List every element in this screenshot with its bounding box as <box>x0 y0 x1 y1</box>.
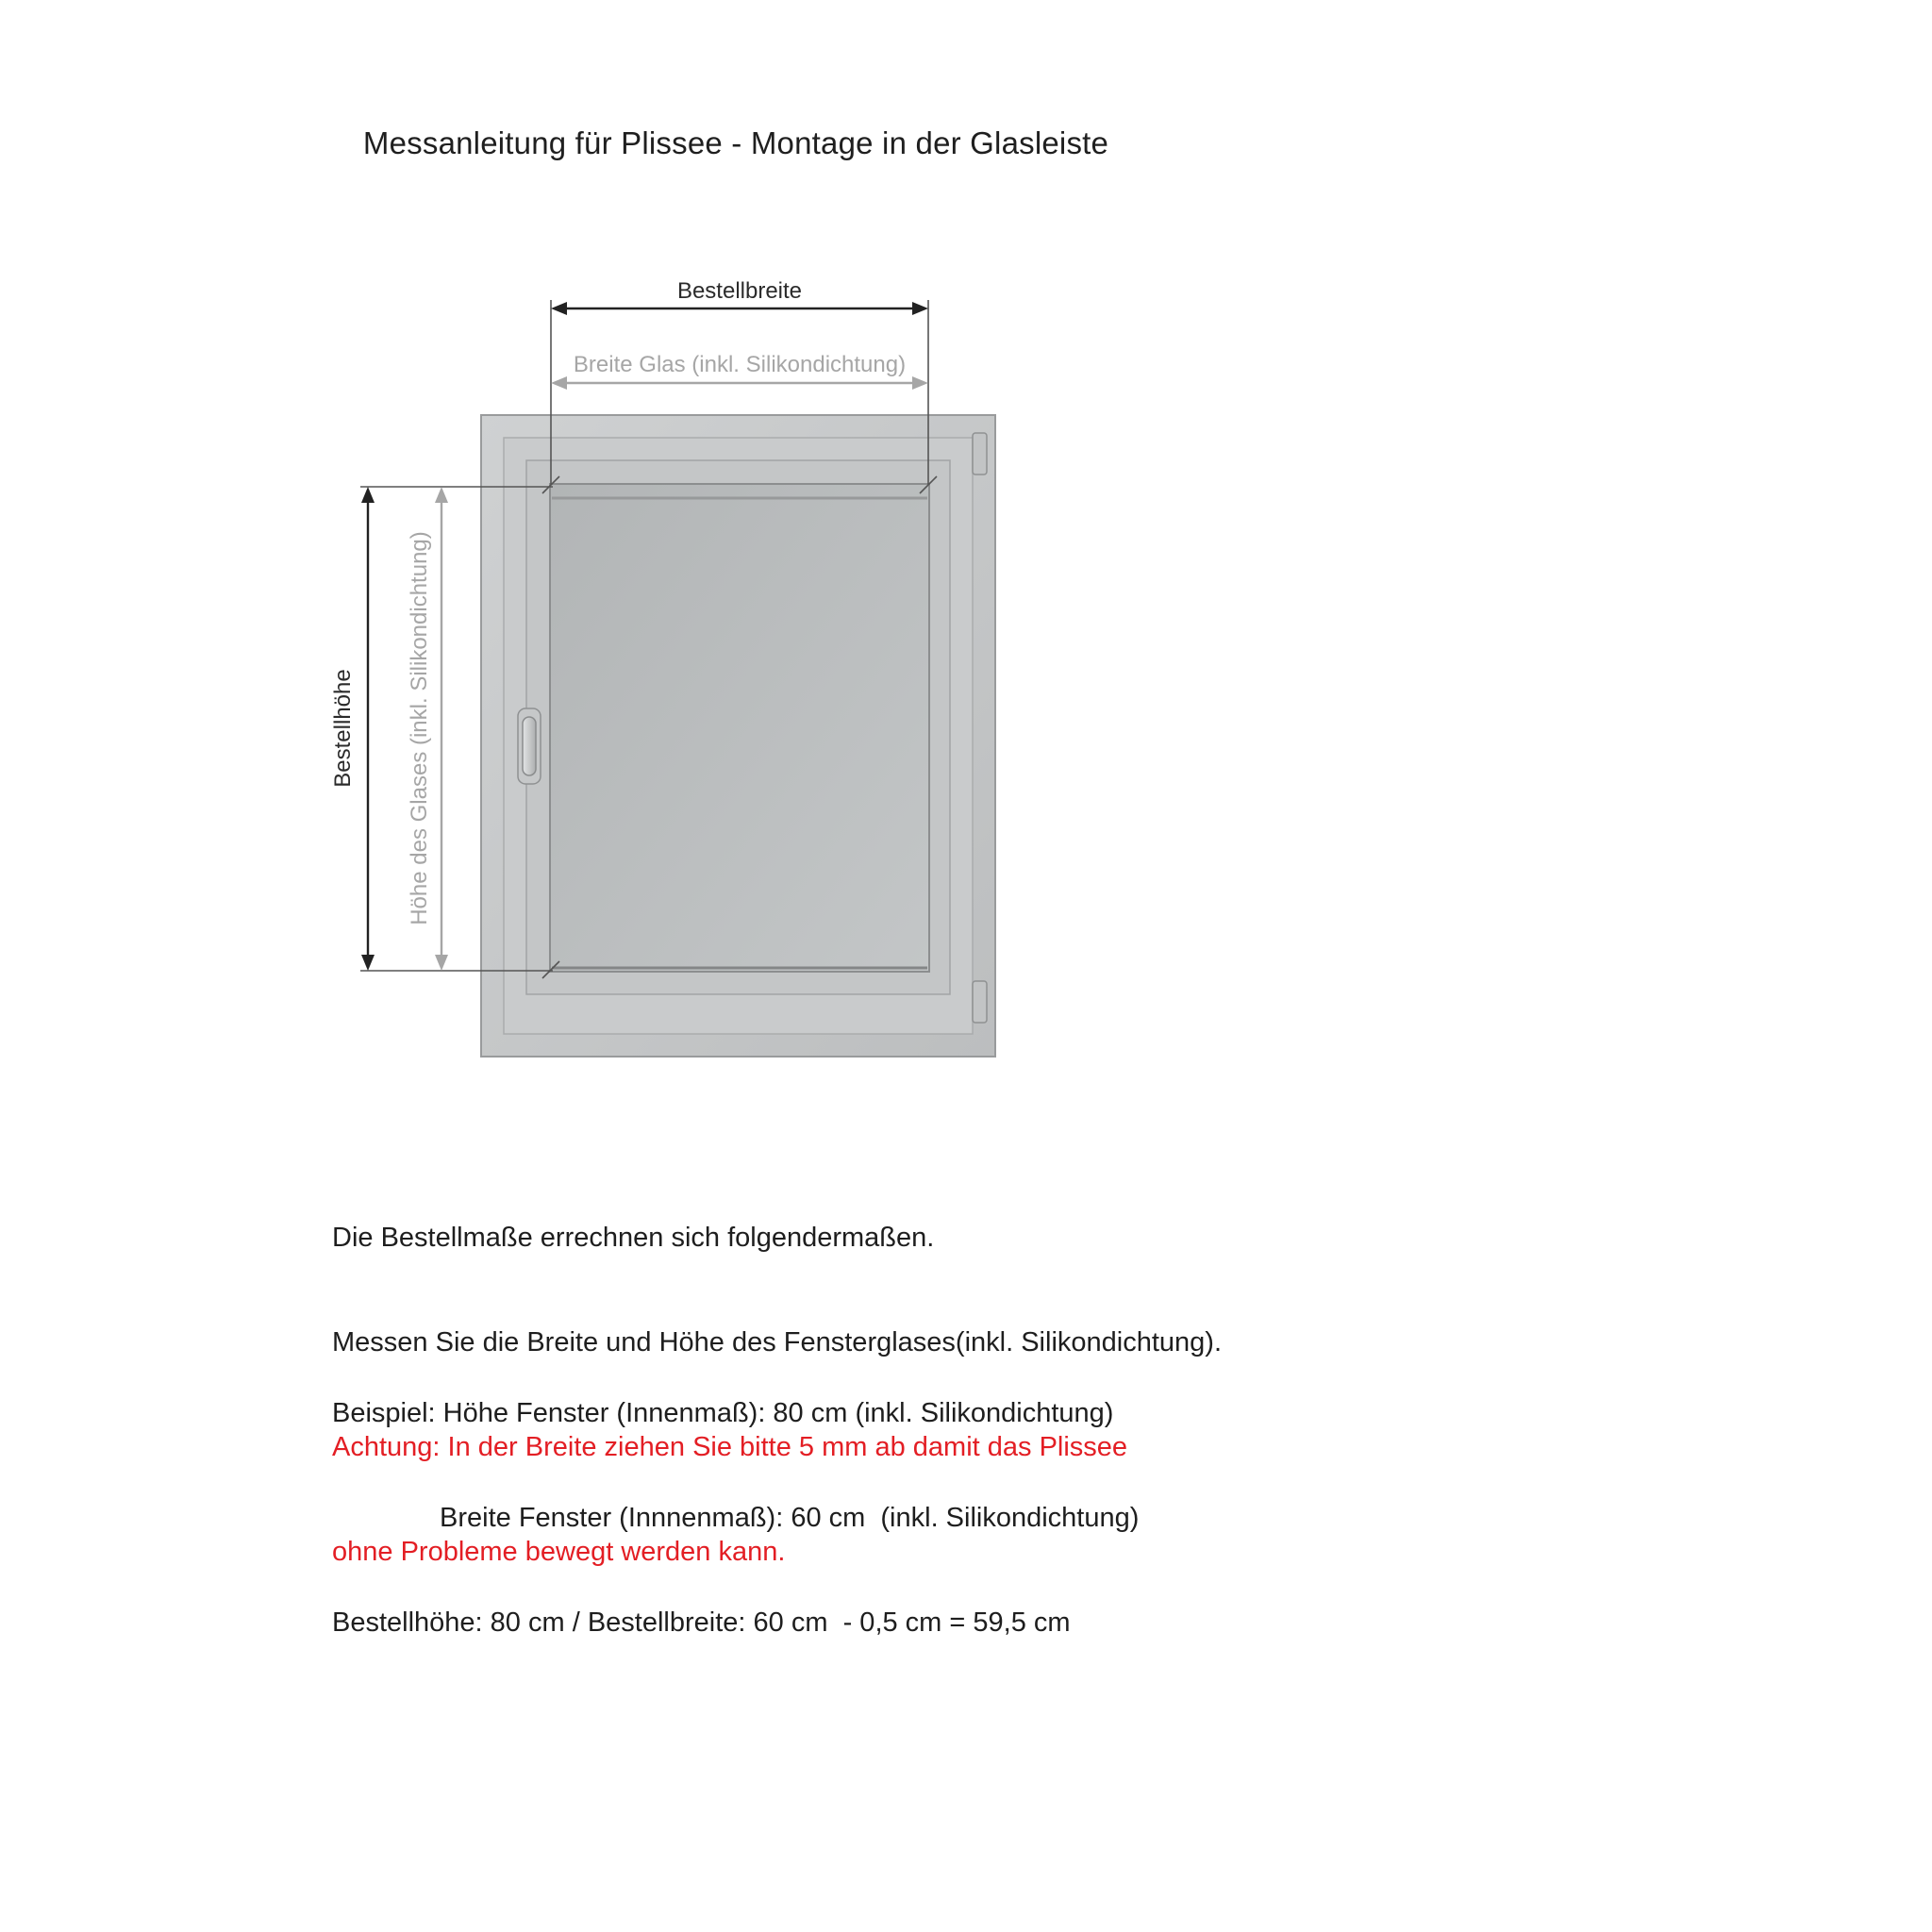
example-line: Bestellhöhe: 80 cm / Bestellbreite: 60 cm - 0,5 cm = 59,5 cm <box>332 1607 1071 1638</box>
instruction-line-warning: ohne Probleme bewegt werden kann. <box>332 1537 786 1567</box>
example-line: Beispiel: Höhe Fenster (Innenmaß): 80 cm (inkl. Silikondichtung) <box>332 1398 1114 1428</box>
hinge-bottom-icon <box>973 981 987 1023</box>
window-glass <box>550 484 929 972</box>
order-height-label: Bestellhöhe <box>330 669 356 788</box>
page-title: Messanleitung für Plissee - Montage in der Glasleiste <box>362 125 1109 160</box>
instruction-line: Messen Sie die Breite und Höhe des Fensterglases(inkl. Silikondichtung). <box>332 1327 1222 1357</box>
instruction-line-warning: Achtung: In der Breite ziehen Sie bitte 5 mm ab damit das Plissee <box>332 1432 1128 1462</box>
arrowhead <box>435 487 448 503</box>
arrowhead <box>361 487 375 503</box>
arrowhead <box>912 376 928 390</box>
glass-height-label: Höhe des Glases (inkl. Silikondichtung) <box>407 531 432 925</box>
window-handle <box>523 717 536 775</box>
arrowhead <box>912 302 928 315</box>
example-line: Breite Fenster (Innnenmaß): 60 cm (inkl. Silikondichtung) <box>440 1503 1140 1533</box>
arrowhead <box>435 955 448 971</box>
instruction-line: Die Bestellmaße errechnen sich folgendermaßen. <box>332 1223 935 1253</box>
arrowhead <box>551 376 567 390</box>
arrowhead <box>551 302 567 315</box>
arrowhead <box>361 955 375 971</box>
order-width-label: Bestellbreite <box>676 278 803 304</box>
example-block <box>332 1326 1139 1710</box>
hinge-top-icon <box>973 433 987 475</box>
glass-width-label: Breite Glas (inkl. Silikondichtung) <box>573 352 907 377</box>
window-illustration <box>481 415 995 1057</box>
